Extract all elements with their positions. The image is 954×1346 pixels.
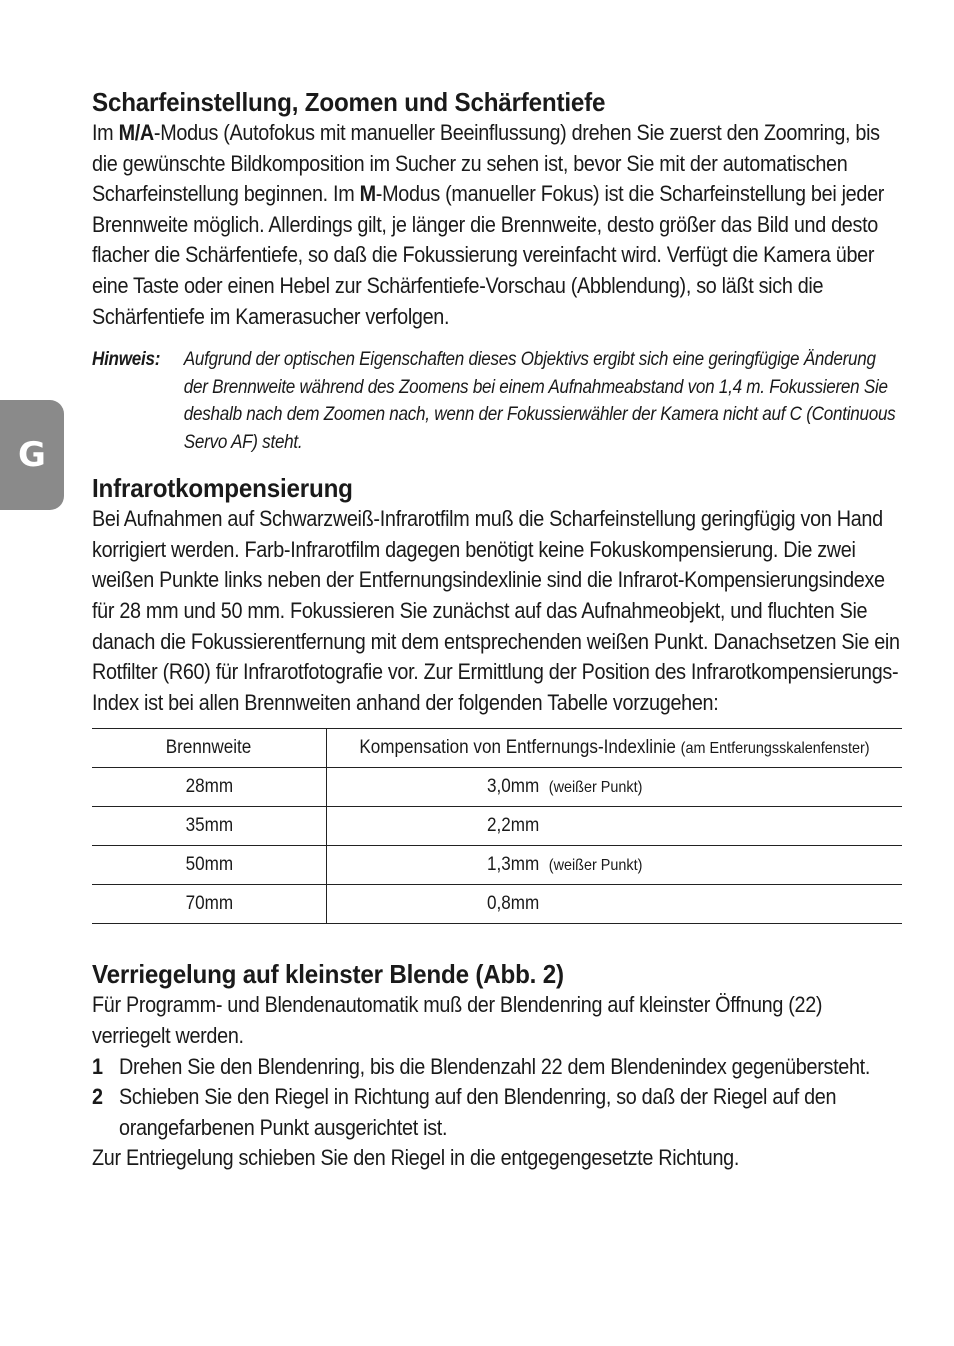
focal-text: 70mm	[185, 893, 233, 915]
cell-value	[327, 885, 903, 924]
table-row	[92, 885, 902, 924]
header-compensation-text: Kompensation von Entfernungs-Indexlinie	[359, 737, 676, 759]
language-tab-label: G	[18, 435, 46, 475]
cell-focal	[92, 807, 327, 846]
compensation-table	[92, 728, 902, 924]
list-item	[92, 1052, 901, 1083]
focal-text: 35mm	[185, 815, 233, 837]
value-note: (weißer Punkt)	[548, 857, 643, 875]
cell-value	[327, 768, 903, 807]
cell-focal	[92, 885, 327, 924]
header-focal-length	[92, 729, 327, 768]
table-row	[92, 846, 902, 885]
section-infrared	[92, 472, 902, 924]
header-compensation	[327, 729, 903, 768]
text-run: Im	[92, 120, 119, 145]
steps-list	[92, 1052, 901, 1144]
value-note: (weißer Punkt)	[548, 779, 643, 797]
aperture-outro: Zur Entriegelung schieben Sie den Riegel in die entgegengesetzte Richtung.	[92, 1145, 740, 1171]
section-title-infrared: Infrarotkompensierung	[92, 473, 353, 504]
mode-ma-label: M/A	[118, 120, 154, 145]
section-title-aperture-lock: Verriegelung auf kleinster Blende (Abb. 2)	[92, 959, 564, 990]
focal-text: 50mm	[185, 854, 233, 876]
step-number: 1	[92, 1053, 103, 1079]
step-number: 2	[92, 1084, 103, 1110]
header-compensation-note: (am Entferungsskalenfenster)	[680, 740, 870, 758]
section-title-focus-zoom: Scharfeinstellung, Zoomen und Schärfentiefe	[92, 87, 606, 117]
cell-focal	[92, 768, 327, 807]
text-run: -Modus (Autofokus mit manueller Beeinflussung) drehen Sie zuerst den Zoomring, bis die gewünschte Bildkomposition im Sucher zu sehen ist, bevor Sie mit der automatischen Scharfeinstellung beginnen. Im	[92, 120, 880, 207]
header-focal-length-text: Brennweite	[166, 737, 252, 759]
cell-value	[327, 807, 903, 846]
value-text: 3,0mm	[487, 776, 540, 798]
text-run: -Modus (manueller Fokus) ist die Scharfeinstellung bei jeder Brennweite möglich. Allerdings gilt, je länger die Brennweite, desto größer das Bild und desto flacher die Schärfentiefe, so daß die Fokussierung vereinfacht wird. Verfügt die Kamera über eine Taste oder einen Hebel zur Schärfentiefe-Vorschau (Abblendung), so läßt sich die Schärfentiefe im Kamerasucher verfolgen.	[92, 181, 885, 329]
cell-focal	[92, 846, 327, 885]
focal-text: 28mm	[185, 776, 233, 798]
table-header-row	[92, 729, 902, 768]
note-text: Aufgrund der optischen Eigenschaften dieses Objektivs ergibt sich eine geringfügige Änderung der Brennweite während des Zoomens bei einem Aufnahmeabstand von 1,4 m. Fokussieren Sie deshalb nach dem Zoomen nach, wenn der Fokussierwähler der Kamera nicht auf C (Continuous Servo AF) steht.	[183, 349, 896, 453]
mode-m-label: M	[359, 181, 376, 207]
table-row	[92, 807, 902, 846]
step-text: Drehen Sie den Blendenring, bis die Blendenzahl 22 dem Blendenindex gegenübersteht.	[119, 1053, 871, 1079]
infrared-paragraph: Bei Aufnahmen auf Schwarzweiß-Infrarotfilm muß die Scharfeinstellung geringfügig von Hand korrigiert werden. Farb-Infrarotfilm dagegen benötigt keine Fokuskompensierung. Die zwei weißen Punkte links neben der Entfernungsindexlinie sind die Infrarot-Kompensierungsindexe für 28 mm und 50 mm. Fokussieren Sie zunächst auf das Aufnahmeobjekt, und fluchten Sie danach die Fokussierentfernung mit dem entsprechenden weißen Punkt. Danachsetzen Sie ein Rotfilter (R60) für Infrarotfotografie vor. Zur Ermittlung der Position des Infrarotkompensierungs-Index ist bei allen Brennweiten anhand der folgenden Tabelle vorzugehen:	[92, 506, 900, 715]
step-text: Schieben Sie den Riegel in Richtung auf den Blendenring, so daß der Riegel auf den orangefarbenen Punkt ausgerichtet ist.	[119, 1084, 837, 1140]
manual-page	[92, 86, 902, 1174]
aperture-intro: Für Programm- und Blendenautomatik muß der Blendenring auf kleinster Öffnung (22) verriegelt werden.	[92, 992, 823, 1048]
cell-value	[327, 846, 903, 885]
section-focus-zoom	[92, 86, 902, 456]
value-text: 2,2mm	[487, 815, 540, 837]
focus-zoom-paragraph	[92, 118, 901, 332]
section-aperture-lock	[92, 958, 902, 1174]
language-tab	[0, 400, 64, 510]
note-label: Hinweis:	[92, 349, 161, 371]
list-item	[92, 1082, 901, 1143]
table-row	[92, 768, 902, 807]
hinweis-note	[92, 346, 901, 456]
value-text: 1,3mm	[487, 854, 540, 876]
value-text: 0,8mm	[487, 893, 540, 915]
